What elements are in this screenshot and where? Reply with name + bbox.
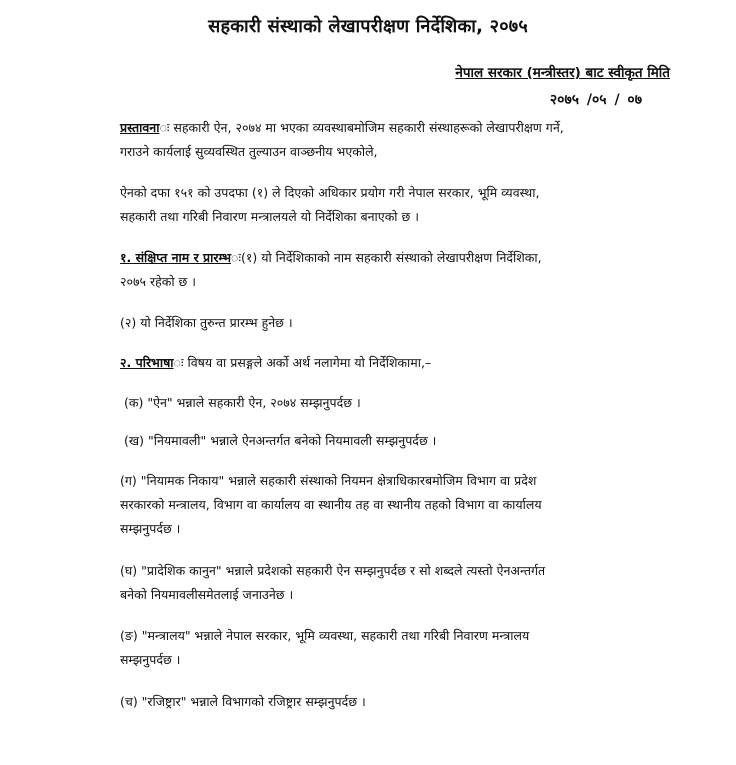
definition-ka: (क) "ऐन" भन्नाले सहकारी ऐन, २०७४ सम्झनुपर्दछ । [124,395,361,410]
section-1-line-2: २०७५ रहेको छ । [120,274,197,289]
definition-nga [120,624,664,672]
authority-line-2: सहकारी तथा गरिबी निवारण मन्त्रालयले यो निर्देशिका बनाएको छ । [120,209,419,224]
definition-ga-line-2: सरकारको मन्त्रालय, विभाग वा कार्यालय वा स्थानीय तह वा स्थानीय तहको विभाग वा कार्यालय [120,497,542,512]
definition-gha-line-1: (घ) "प्रादेशिक कानुन" भन्नाले प्रदेशको सहकारी ऐन सम्झनुपर्दछ र सो शब्दले त्यस्तो ऐनअन्तर्गत [120,563,546,578]
section-1-text-1: ः(१) यो निर्देशिकाको नाम सहकारी संस्थाको लेखापरीक्षण निर्देशिका, [231,250,542,265]
definition-gha-line-2: बनेको नियमावलीसमेतलाई जनाउनेछ । [120,587,294,602]
section-2-intro: ः विषय वा प्रसङ्गले अर्को अर्थ नलागेमा यो निर्देशिकामा,– [173,355,432,370]
definition-cha: (च) "रजिष्ट्रार" भन्नाले विभागको रजिष्ट्रार सम्झनुपर्दछ । [120,694,366,709]
definition-ga-line-1: (ग) "नियामक निकाय" भन्नाले सहकारी संस्थाको नियमन क्षेत्राधिकारबमोजिम विभाग वा प्रदेश [120,473,537,488]
section-2-line [120,351,664,375]
authority-paragraph [120,181,664,229]
preamble-paragraph [120,116,664,164]
preamble-line-2: गराउने कार्यलाई सुव्यवस्थित तुल्याउन वाञ्छनीय भएकोले, [120,144,378,159]
section-1-subclause-2: (२) यो निर्देशिका तुरुन्त प्रारम्भ हुनेछ । [120,315,293,330]
section-1-line-1 [120,246,664,270]
section-1-label: १. संक्षिप्त नाम र प्रारम्भ [120,250,232,265]
definition-nga-line-1: (ङ) "मन्त्रालय" भन्नाले नेपाल सरकार, भूमि व्यवस्था, सहकारी तथा गरिबी निवारण मन्त्रालय [120,628,530,643]
section-2-heading [120,351,664,375]
definition-kha: (ख) "नियमावली" भन्नाले ऐनअन्तर्गत बनेको नियमावली सम्झनुपर्दछ । [124,433,437,448]
definition-nga-line-2: सम्झनुपर्दछ । [120,652,181,667]
preamble-line-1 [120,116,664,140]
definition-gha [120,559,664,607]
preamble-label: प्रस्तावना [120,120,160,135]
authority-line-1: ऐनको दफा १५१ को उपदफा (१) ले दिएको अधिकार प्रयोग गरी नेपाल सरकार, भूमि व्यवस्था, [120,185,540,200]
section-1-paragraph [120,246,664,294]
preamble-text-1: ः सहकारी ऐन, २०७४ मा भएका व्यवस्थाबमोजिम सहकारी संस्थाहरूको लेखापरीक्षण गर्ने, [159,120,564,135]
definition-ga [120,469,664,541]
approval-date: २०७५ /०५ / ०७ [549,92,642,108]
definition-ga-line-3: सम्झनुपर्दछ । [120,521,181,536]
document-title: सहकारी संस्थाको लेखापरीक्षण निर्देशिका, २०७५ [208,16,528,37]
section-2-label: २. परिभाषा [120,355,174,370]
approval-line: नेपाल सरकार (मन्त्रीस्तर) बाट स्वीकृत मिति [455,65,670,81]
